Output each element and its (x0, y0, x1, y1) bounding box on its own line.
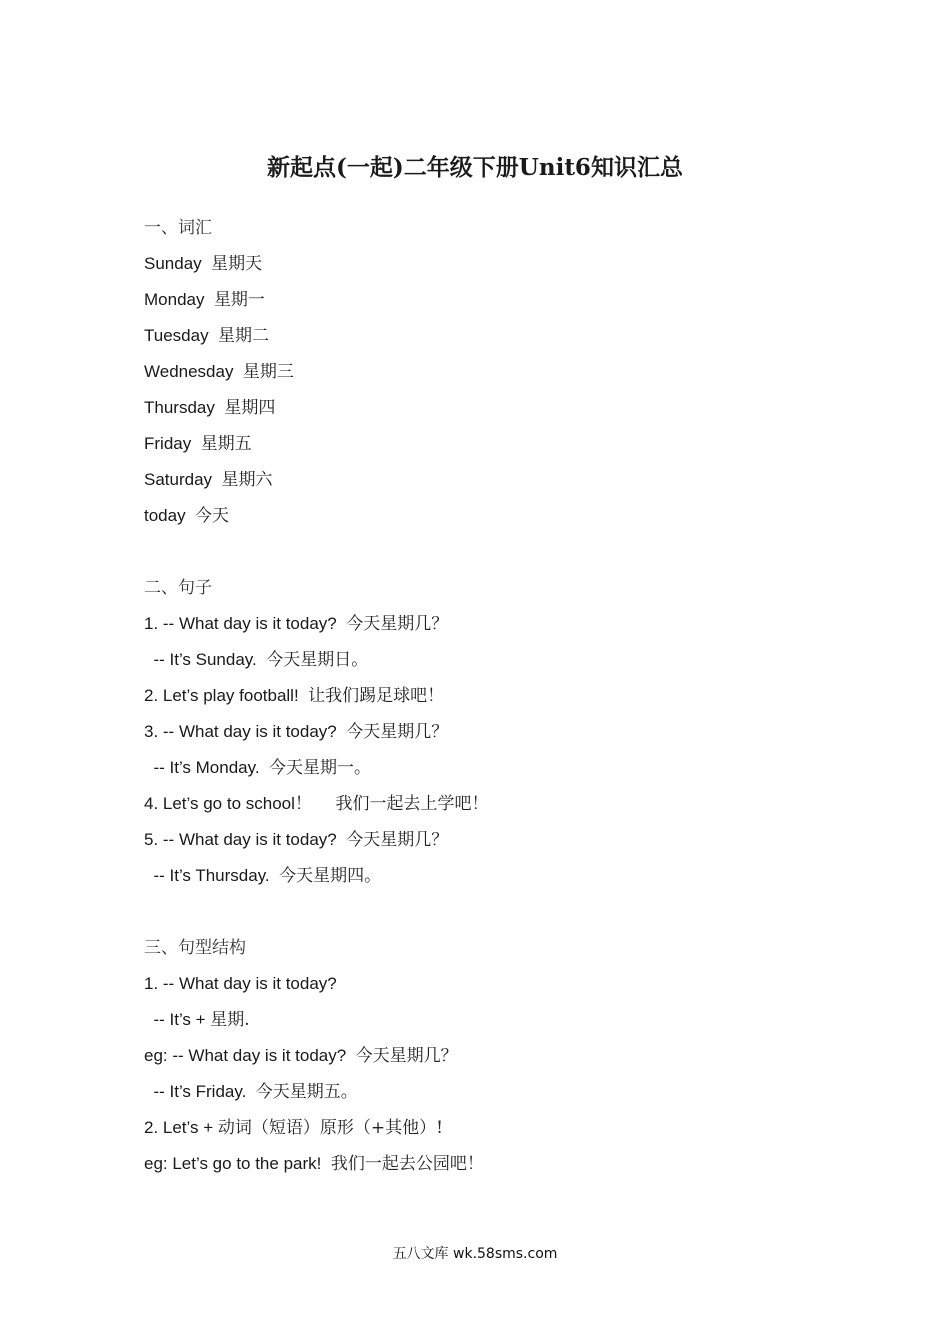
sentence-zh: 让我们踢足球吧！ (308, 686, 445, 706)
pattern-zh: 我们一起去公园吧！ (330, 1154, 484, 1174)
sentence-line (144, 822, 844, 858)
pattern-en: 2. Let’s + (144, 1118, 218, 1137)
sentence-en: 2. Let’s play football! (144, 686, 299, 705)
sentence-line (144, 750, 844, 786)
pattern-en: eg: -- What day is it today? (144, 1046, 347, 1065)
vocab-item (144, 498, 844, 534)
page-footer: 五八文库 wk.58sms.com (392, 1246, 558, 1262)
vocab-item (144, 390, 844, 426)
pattern-en: eg: Let’s go to the park! (144, 1154, 322, 1173)
document-body (144, 210, 844, 1182)
sentence-zh: 我们一起去上学吧！ (335, 794, 489, 814)
vocab-en: Sunday (144, 254, 202, 273)
spacer (144, 534, 844, 570)
vocab-item (144, 246, 844, 282)
sentence-zh: 今天星期一。 (269, 758, 372, 778)
section-heading-patterns: 三、句型结构 (144, 938, 246, 958)
vocab-item (144, 426, 844, 462)
pattern-line (144, 1110, 844, 1146)
sentence-en: -- It’s Sunday. (144, 650, 257, 669)
vocab-item (144, 282, 844, 318)
spacer (144, 894, 844, 930)
vocab-en: Wednesday (144, 362, 234, 381)
pattern-en: 1. -- What day is it today? (144, 974, 337, 993)
sentence-line (144, 714, 844, 750)
sentence-line (144, 606, 844, 642)
vocab-en: Saturday (144, 470, 213, 489)
sentence-line (144, 786, 844, 822)
sentence-zh: 今天星期日。 (266, 650, 369, 670)
vocab-en: Monday (144, 290, 205, 309)
pattern-line (144, 1038, 844, 1074)
sentence-zh: 今天星期几？ (346, 830, 449, 850)
vocab-zh: 今天 (195, 506, 230, 526)
section-heading-vocab: 一、词汇 (144, 218, 212, 238)
vocab-zh: 星期二 (218, 326, 270, 346)
pattern-line (144, 1146, 844, 1182)
pattern-line (144, 1002, 844, 1038)
sentence-line (144, 858, 844, 894)
sentence-en: 3. -- What day is it today? (144, 722, 337, 741)
vocab-zh: 星期天 (211, 254, 263, 274)
vocab-en: today (144, 506, 186, 525)
vocab-zh: 星期四 (224, 398, 276, 418)
sentence-zh: 今天星期几？ (346, 614, 449, 634)
pattern-en: -- It’s + (144, 1010, 211, 1029)
sentence-en: 1. -- What day is it today? (144, 614, 337, 633)
pattern-line (144, 1074, 844, 1110)
pattern-en: -- It’s Friday. (144, 1082, 247, 1101)
sentence-en: -- It’s Monday. (144, 758, 260, 777)
vocab-en: Thursday (144, 398, 215, 417)
vocab-item (144, 462, 844, 498)
sentence-en: 5. -- What day is it today? (144, 830, 337, 849)
sentence-zh: 今天星期几？ (346, 722, 449, 742)
pattern-zh: 星期. (210, 1010, 250, 1030)
vocab-en: Friday (144, 434, 192, 453)
vocab-zh: 星期五 (200, 434, 252, 454)
pattern-zh: 今天星期几？ (355, 1046, 458, 1066)
sentence-zh: 今天星期四。 (279, 866, 382, 886)
section-heading-sentences: 二、句子 (144, 578, 212, 598)
pattern-zh: 今天星期五。 (255, 1082, 358, 1102)
vocab-item (144, 318, 844, 354)
page-title: 新起点(一起)二年级下册Unit6知识汇总 (267, 154, 683, 181)
pattern-zh: 动词（短语）原形（+其他）! (217, 1118, 443, 1138)
vocab-zh: 星期一 (213, 290, 265, 310)
vocab-zh: 星期六 (221, 470, 273, 490)
vocab-en: Tuesday (144, 326, 209, 345)
pattern-line (144, 966, 844, 1002)
sentence-en: -- It’s Thursday. (144, 866, 270, 885)
vocab-zh: 星期三 (242, 362, 294, 382)
vocab-item (144, 354, 844, 390)
sentence-line (144, 642, 844, 678)
sentence-line (144, 678, 844, 714)
sentence-en: 4. Let’s go to school！ (144, 794, 312, 813)
